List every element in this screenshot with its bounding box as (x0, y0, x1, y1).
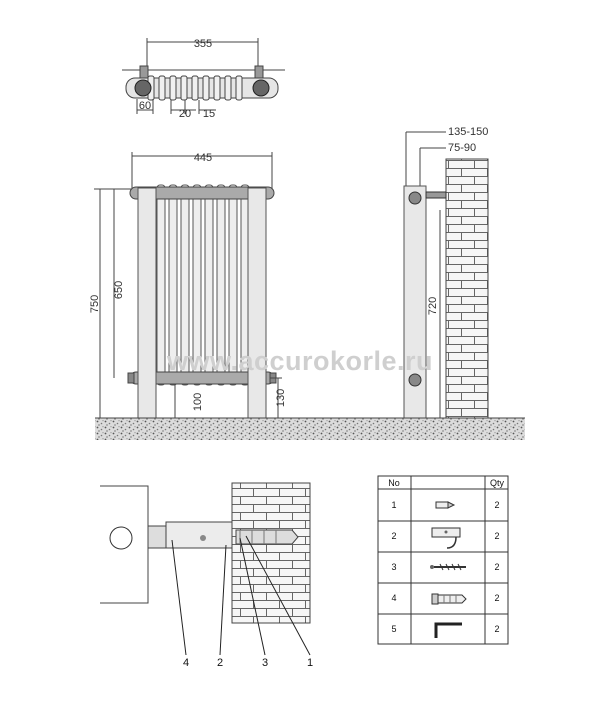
top-dim-60: 60 (138, 100, 152, 112)
header-no: No (388, 478, 400, 488)
side-bracket (426, 192, 446, 198)
brick-wall (446, 159, 488, 418)
svg-text:2: 2 (494, 624, 500, 634)
svg-text:2: 2 (494, 500, 500, 510)
svg-text:2: 2 (391, 531, 397, 541)
callout-3: 3 (261, 657, 269, 669)
wall-distance-min-label: 75-90 (448, 142, 477, 154)
side-height-label: 720 (427, 296, 439, 316)
front-view (89, 152, 287, 418)
svg-text:2: 2 (494, 562, 500, 572)
floor-gravel (95, 418, 525, 440)
pipe-height-label: 130 (275, 388, 287, 408)
svg-text:1: 1 (391, 500, 397, 510)
axis-distance-label: 650 (113, 280, 125, 300)
svg-text:3: 3 (391, 562, 397, 572)
top-view-sections (148, 76, 242, 100)
svg-text:5: 5 (391, 624, 397, 634)
svg-text:2: 2 (494, 593, 500, 603)
callout-1: 1 (306, 657, 314, 669)
top-dim-20: 20 (178, 108, 192, 120)
wall-distance-max-label: 135-150 (448, 126, 489, 138)
top-dim-15: 15 (202, 108, 216, 120)
parts-table (378, 476, 508, 644)
callout-2: 2 (216, 657, 224, 669)
detail-view (100, 483, 313, 669)
anchor-dowel-icon (432, 594, 466, 604)
total-height-label: 750 (89, 294, 101, 314)
svg-text:2: 2 (494, 531, 500, 541)
left-end-cap (135, 80, 151, 96)
right-end-cap (253, 80, 269, 96)
front-width-label: 445 (193, 152, 213, 164)
floor-clearance-label: 100 (192, 392, 204, 412)
header-qty: Qty (489, 478, 505, 488)
svg-text:4: 4 (391, 593, 397, 603)
top-width-label: 355 (193, 38, 213, 50)
right-leg (248, 188, 266, 418)
left-leg (138, 188, 156, 418)
callout-4: 4 (182, 657, 190, 669)
detail-bracket (166, 522, 232, 548)
top-view (122, 38, 285, 120)
watermark: www.accurokorle.ru (166, 346, 434, 376)
detail-dowel (236, 530, 298, 544)
